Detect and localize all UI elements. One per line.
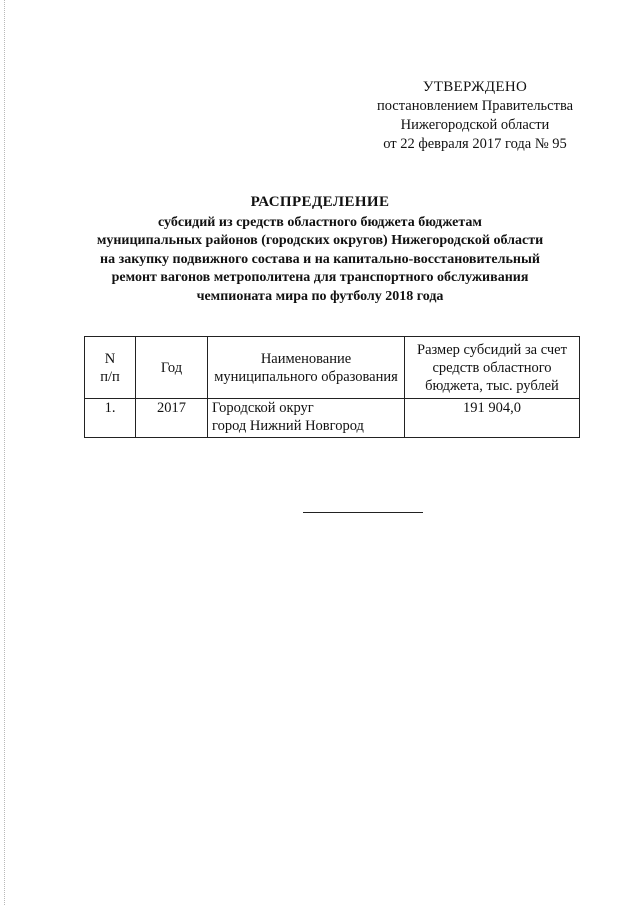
heading-line-1: субсидий из средств областного бюджета бюджетам (158, 214, 482, 230)
header-name (208, 337, 405, 399)
header-year (136, 337, 208, 399)
heading-line-5: чемпионата мира по футболу 2018 года (196, 288, 444, 304)
table-row (85, 399, 580, 438)
header-year-label: Год (160, 359, 183, 376)
header-amount-line-2: средств областного (432, 359, 552, 376)
row-year: 2017 (136, 399, 208, 438)
heading-title: РАСПРЕДЕЛЕНИЕ (250, 194, 390, 210)
approval-block (360, 78, 590, 154)
row-amount: 191 904,0 (405, 399, 580, 438)
approval-line-2: Нижегородской области (400, 117, 550, 133)
heading-line-4: ремонт вагонов метрополитена для транспортного обслуживания (111, 270, 529, 285)
heading-line-3: на закупку подвижного состава и на капитально-восстановительный (100, 251, 540, 267)
header-amount-line-3: бюджета, тыс. рублей (425, 377, 559, 394)
header-num (85, 337, 136, 399)
approval-title: УТВЕРЖДЕНО (422, 79, 528, 95)
table-header-row (85, 337, 580, 399)
header-amount (405, 337, 580, 399)
header-num-line-1: N (104, 350, 116, 367)
subsidy-table (84, 336, 580, 438)
row-num: 1. (85, 399, 136, 438)
document-heading (70, 193, 570, 306)
heading-line-2: муниципальных районов (городских округов) Нижегородской области (96, 233, 544, 248)
row-municipality-line-2: город Нижний Новгород (212, 418, 364, 434)
header-name-line-2: муниципального образования (214, 368, 398, 385)
row-municipality (208, 399, 405, 438)
header-name-line-1: Наименование (260, 350, 352, 367)
header-num-line-2: п/п (100, 368, 120, 385)
header-amount-line-1: Размер субсидий за счет (417, 341, 567, 358)
scan-edge (4, 0, 5, 905)
closing-divider (303, 512, 423, 513)
approval-line-3: от 22 февраля 2017 года № 95 (383, 136, 567, 152)
approval-line-1: постановлением Правительства (376, 98, 574, 114)
row-municipality-line-1: Городской округ (212, 400, 314, 416)
